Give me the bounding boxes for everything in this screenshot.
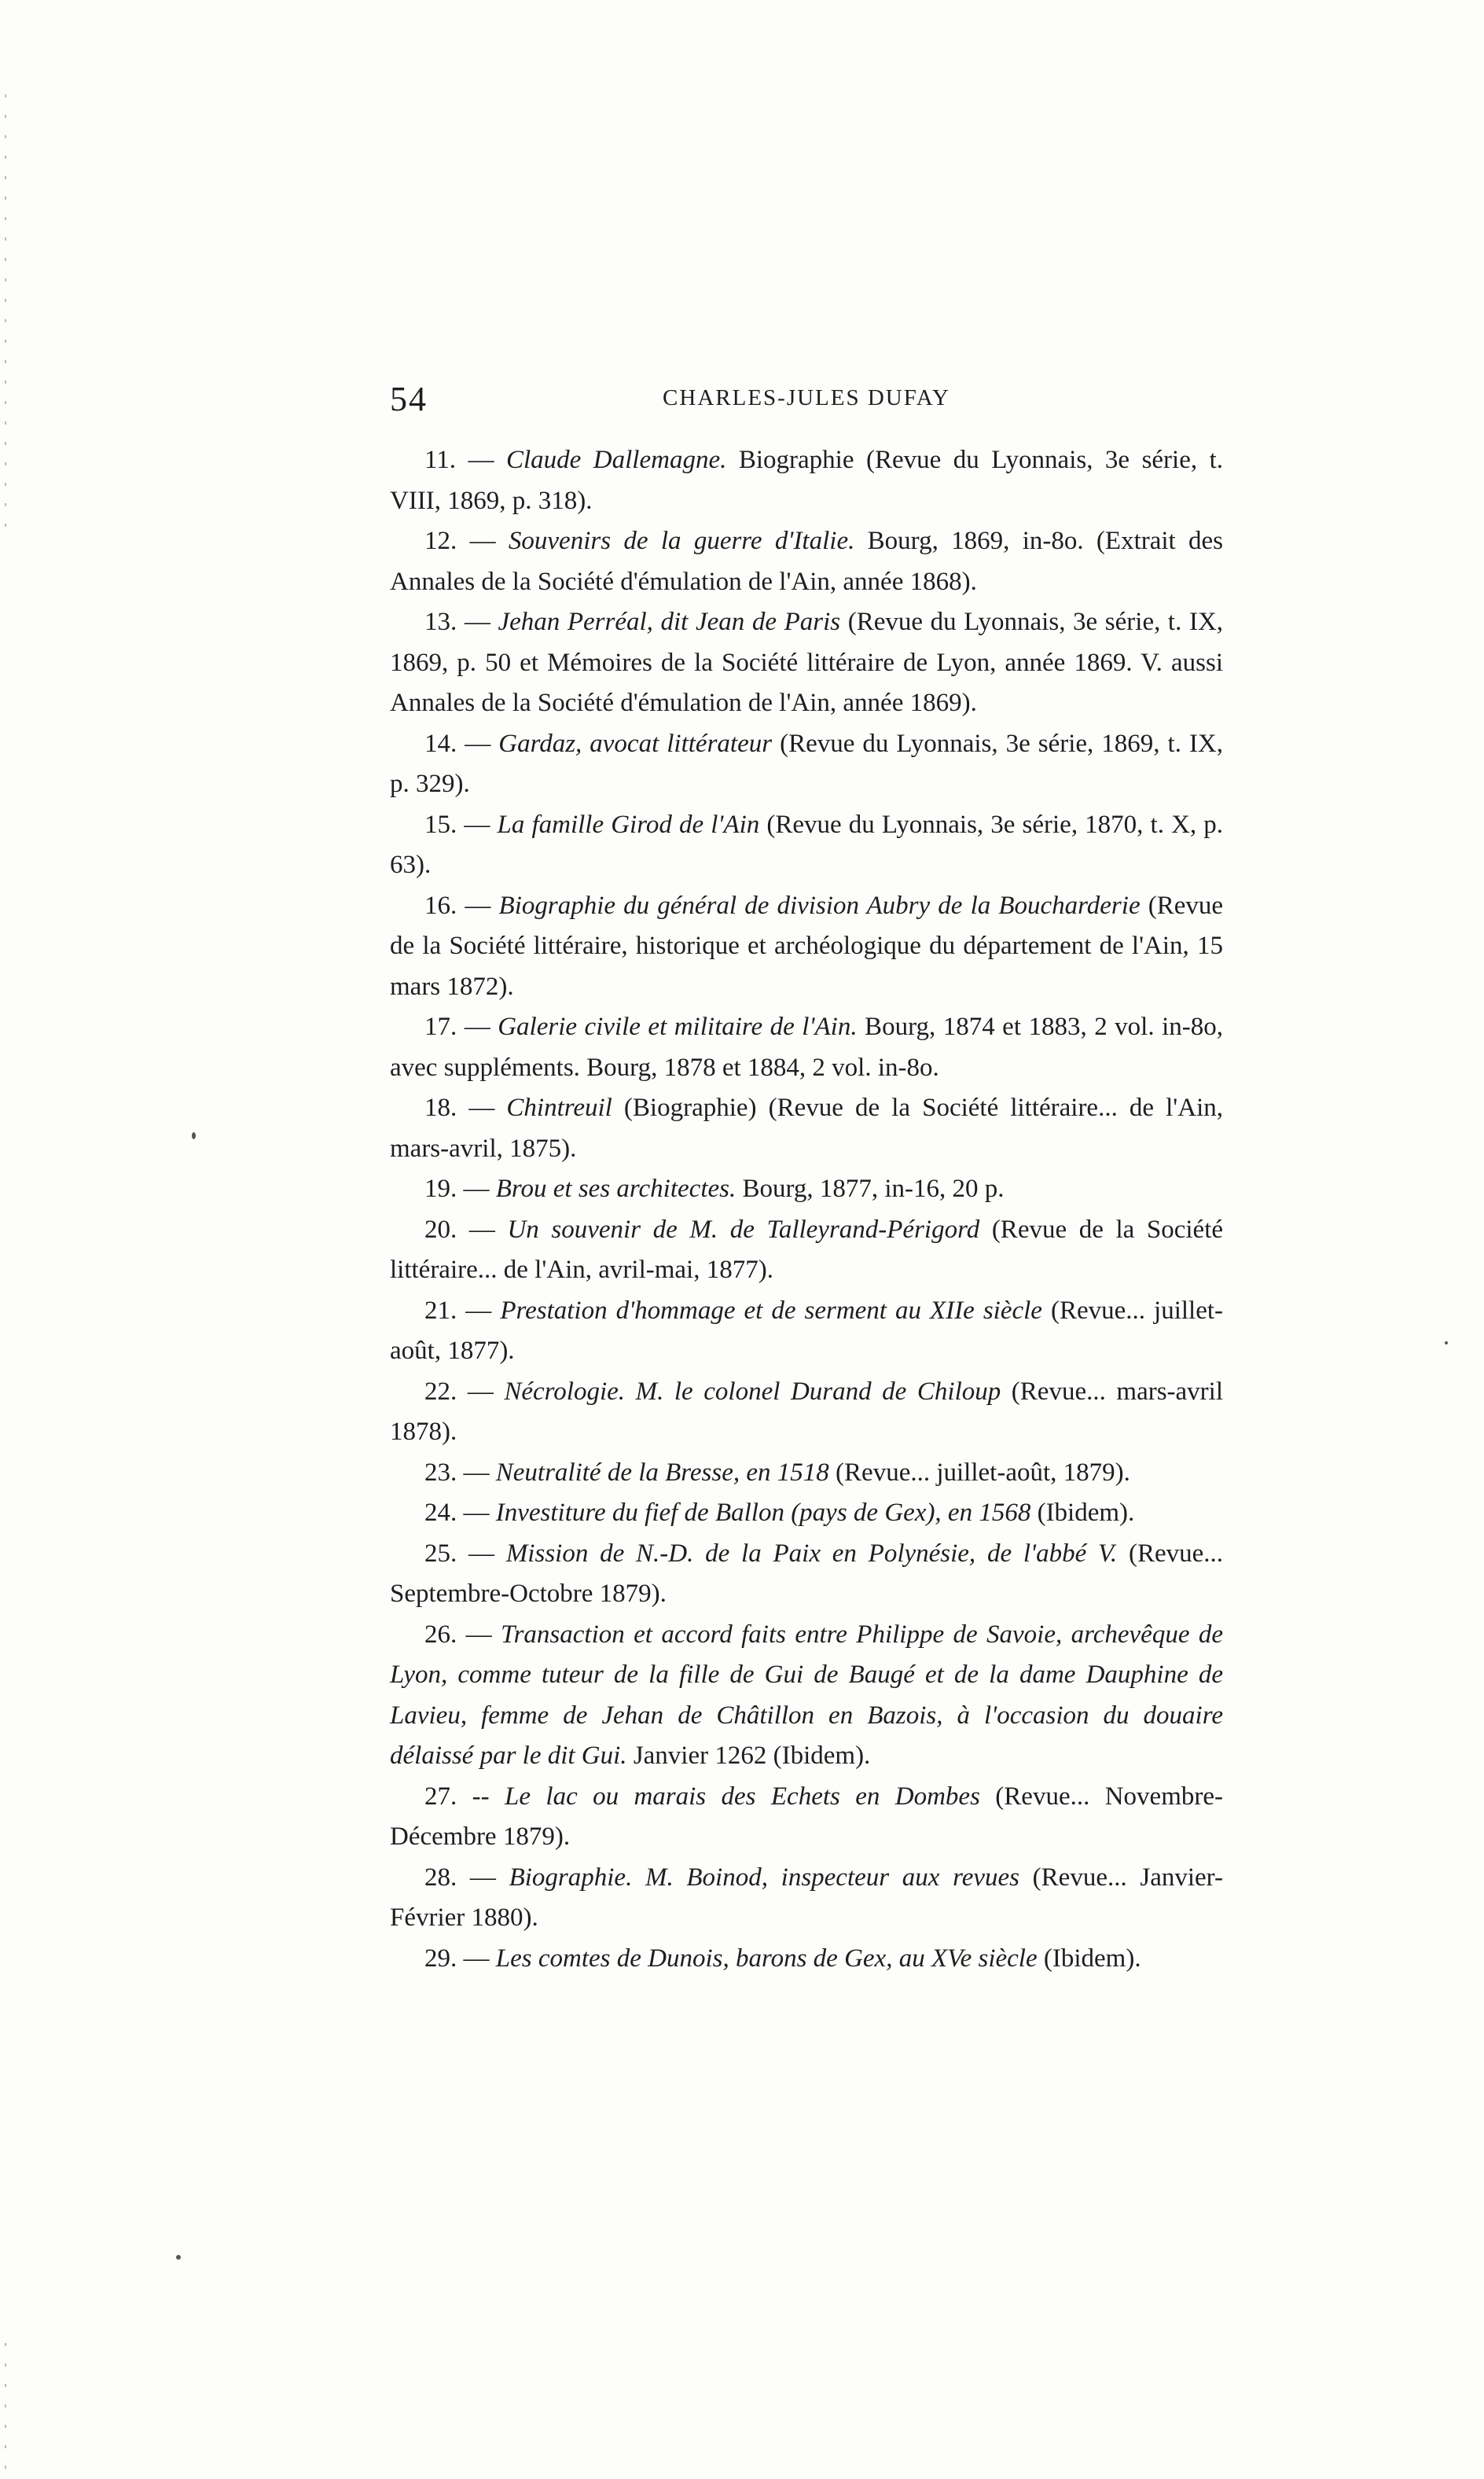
entry-title: Mission de N.-D. de la Paix en Polynésie, de l'abbé V.: [505, 1539, 1118, 1568]
entry-dash: —: [465, 891, 491, 920]
entry-title: Le lac ou marais des Echets en Dombes: [505, 1782, 980, 1811]
entry-details: (Revue du Lyonnais, 3e série, t. IX, 1869, p. 50 et Mémoires de la Société littéraire de Lyon, année 1869. V. aussi Annales de la Société d'émulation de l'Ain, année 1869).: [390, 608, 1224, 717]
entry-number: 17.: [424, 1013, 457, 1041]
entry-number: 22.: [424, 1377, 457, 1406]
entry-number: 15.: [424, 810, 457, 839]
bibliography-entry: [390, 1453, 1223, 1494]
entry-dash: —: [468, 1539, 495, 1568]
entry-dash: —: [464, 608, 490, 636]
entry-number: 12.: [424, 527, 457, 555]
entry-details: (Revue... Novembre-Décembre 1879).: [390, 1782, 1223, 1851]
entry-title: Biographie. M. Boinod, inspecteur aux revues: [509, 1863, 1019, 1892]
left-margin-trace: [5, 94, 6, 535]
entry-dash: —: [468, 1094, 495, 1122]
bibliography-entry: [390, 886, 1223, 1008]
entry-number: 24.: [424, 1499, 457, 1527]
entry-title: Neutralité de la Bresse, en 1518: [495, 1458, 829, 1487]
bibliography-entry: [390, 1615, 1223, 1777]
bibliography-entry: [390, 805, 1223, 886]
entry-dash: —: [464, 810, 490, 839]
entry-number: 20.: [424, 1215, 457, 1244]
entry-dash: —: [463, 1499, 490, 1527]
entry-title: Gardaz, avocat littérateur: [498, 729, 773, 758]
entry-dash: —: [465, 729, 491, 758]
entry-details: (Ibidem).: [1030, 1499, 1135, 1527]
bibliography-entry: [390, 1534, 1223, 1615]
entry-title: Biographie du général de division Aubry de la Boucharderie: [498, 891, 1141, 920]
ink-speck: [192, 1132, 196, 1139]
bibliography-entry: [390, 1939, 1223, 1980]
bibliography-entry: [390, 1372, 1223, 1453]
entry-number: 13.: [424, 608, 457, 636]
bibliography-entry: [390, 1210, 1223, 1291]
ink-speck: [1445, 1341, 1448, 1344]
bibliography-entry: [390, 521, 1223, 602]
entry-details: Bourg, 1877, in-16, 20 p.: [736, 1175, 1005, 1203]
entry-dash: —: [468, 1215, 495, 1244]
entry-details: (Biographie) (Revue de la Société littéraire... de l'Ain, mars-avril, 1875).: [390, 1094, 1223, 1163]
entry-dash: —: [465, 1620, 492, 1649]
entry-details: (Revue... juillet-août, 1879).: [828, 1458, 1130, 1487]
entry-number: 14.: [424, 729, 457, 758]
entry-title: Transaction et accord faits entre Philippe de Savoie, archevêque de Lyon, comme tuteur de la fille de Gui de Baugé et de la dame Dauphine de Lavieu, femme de Jehan de Châtillon en Bazois, à l'occasion du douaire délaissé par le dit Gui.: [390, 1620, 1224, 1770]
entry-details: (Revue du Lyonnais, 3e série, 1869, t. IX, p. 329).: [390, 729, 1224, 798]
entry-details: (Revue... Janvier-Février 1880).: [390, 1863, 1224, 1932]
bibliography-entry: [390, 1169, 1223, 1210]
bibliography-entry: [390, 1007, 1223, 1088]
entry-title: Souvenirs de la guerre d'Italie.: [508, 527, 855, 555]
page-header: [390, 379, 1223, 426]
entry-details: (Revue... juillet-août, 1877).: [390, 1296, 1224, 1365]
entry-title: La famille Girod de l'Ain: [497, 810, 760, 839]
bibliography-entry: [390, 602, 1223, 724]
entry-number: 11.: [424, 446, 457, 474]
entry-dash: —: [469, 1863, 496, 1892]
entry-title: Nécrologie. M. le colonel Durand de Chiloup: [504, 1377, 1001, 1406]
entry-details: (Revue de la Société littéraire, historique et archéologique du département de l'Ain, 15 mars 1872).: [390, 891, 1224, 1001]
entry-dash: —: [469, 527, 496, 555]
entry-details: Biographie (Revue du Lyonnais, 3e série, t. VIII, 1869, p. 318).: [390, 446, 1224, 515]
entry-title: Galerie civile et militaire de l'Ain.: [498, 1013, 858, 1041]
entry-number: 16.: [424, 891, 457, 920]
bibliography-entry: [390, 1777, 1223, 1858]
entry-number: 18.: [424, 1094, 457, 1122]
entry-details: (Revue... Septembre-Octobre 1879).: [390, 1539, 1224, 1608]
bibliography-entry: [390, 1858, 1223, 1939]
entry-number: 27.: [424, 1782, 457, 1811]
entry-title: Prestation d'hommage et de serment au XIIe siècle: [500, 1296, 1042, 1325]
entry-dash: —: [467, 1377, 494, 1406]
entry-dash: --: [472, 1782, 490, 1811]
entry-number: 25.: [424, 1539, 457, 1568]
entry-details: Janvier 1262 (Ibidem).: [626, 1742, 871, 1770]
entry-title: Un souvenir de M. de Talleyrand-Périgord: [507, 1215, 980, 1244]
running-head: CHARLES-JULES DUFAY: [663, 385, 950, 410]
entry-number: 19.: [424, 1175, 457, 1203]
entry-number: 23.: [424, 1458, 457, 1487]
left-margin-trace: [5, 2343, 6, 2469]
entry-number: 29.: [424, 1944, 457, 1973]
entry-number: 26.: [424, 1620, 457, 1649]
entry-dash: —: [463, 1944, 490, 1973]
entry-title: Les comtes de Dunois, barons de Gex, au XVe siècle: [495, 1944, 1038, 1973]
entry-dash: —: [468, 446, 494, 474]
entry-title: Jehan Perréal, dit Jean de Paris: [498, 608, 841, 636]
entry-number: 21.: [424, 1296, 457, 1325]
entry-details: (Revue de la Société littéraire... de l'Ain, avril-mai, 1877).: [390, 1215, 1224, 1284]
bibliography-entry: [390, 1493, 1223, 1534]
bibliography-entry: [390, 440, 1223, 521]
entry-details: (Revue du Lyonnais, 3e série, 1870, t. X, p. 63).: [390, 810, 1224, 879]
bibliography-entry: [390, 1291, 1223, 1372]
entry-title: Claude Dallemagne.: [506, 446, 727, 474]
page-number: 54: [390, 380, 428, 418]
entry-details: (Ibidem).: [1037, 1944, 1141, 1973]
entry-title: Brou et ses architectes.: [495, 1175, 736, 1203]
entry-dash: —: [463, 1458, 490, 1487]
entry-details: (Revue... mars-avril 1878).: [390, 1377, 1224, 1446]
entry-title: Investiture du fief de Ballon (pays de Gex), en 1568: [495, 1499, 1031, 1527]
bibliography-list: [390, 440, 1223, 1979]
entry-number: 28.: [424, 1863, 457, 1892]
entry-dash: —: [465, 1296, 492, 1325]
bibliography-entry: [390, 724, 1223, 805]
entry-details: Bourg, 1874 et 1883, 2 vol. in-8o, avec suppléments. Bourg, 1878 et 1884, 2 vol. in-8o.: [390, 1013, 1223, 1082]
entry-details: Bourg, 1869, in-8o. (Extrait des Annales de la Société d'émulation de l'Ain, année 1868).: [390, 527, 1224, 596]
ink-speck: [176, 2255, 181, 2260]
bibliography-entry: [390, 1088, 1223, 1169]
entry-dash: —: [463, 1175, 490, 1203]
entry-title: Chintreuil: [506, 1094, 612, 1122]
entry-dash: —: [464, 1013, 490, 1041]
